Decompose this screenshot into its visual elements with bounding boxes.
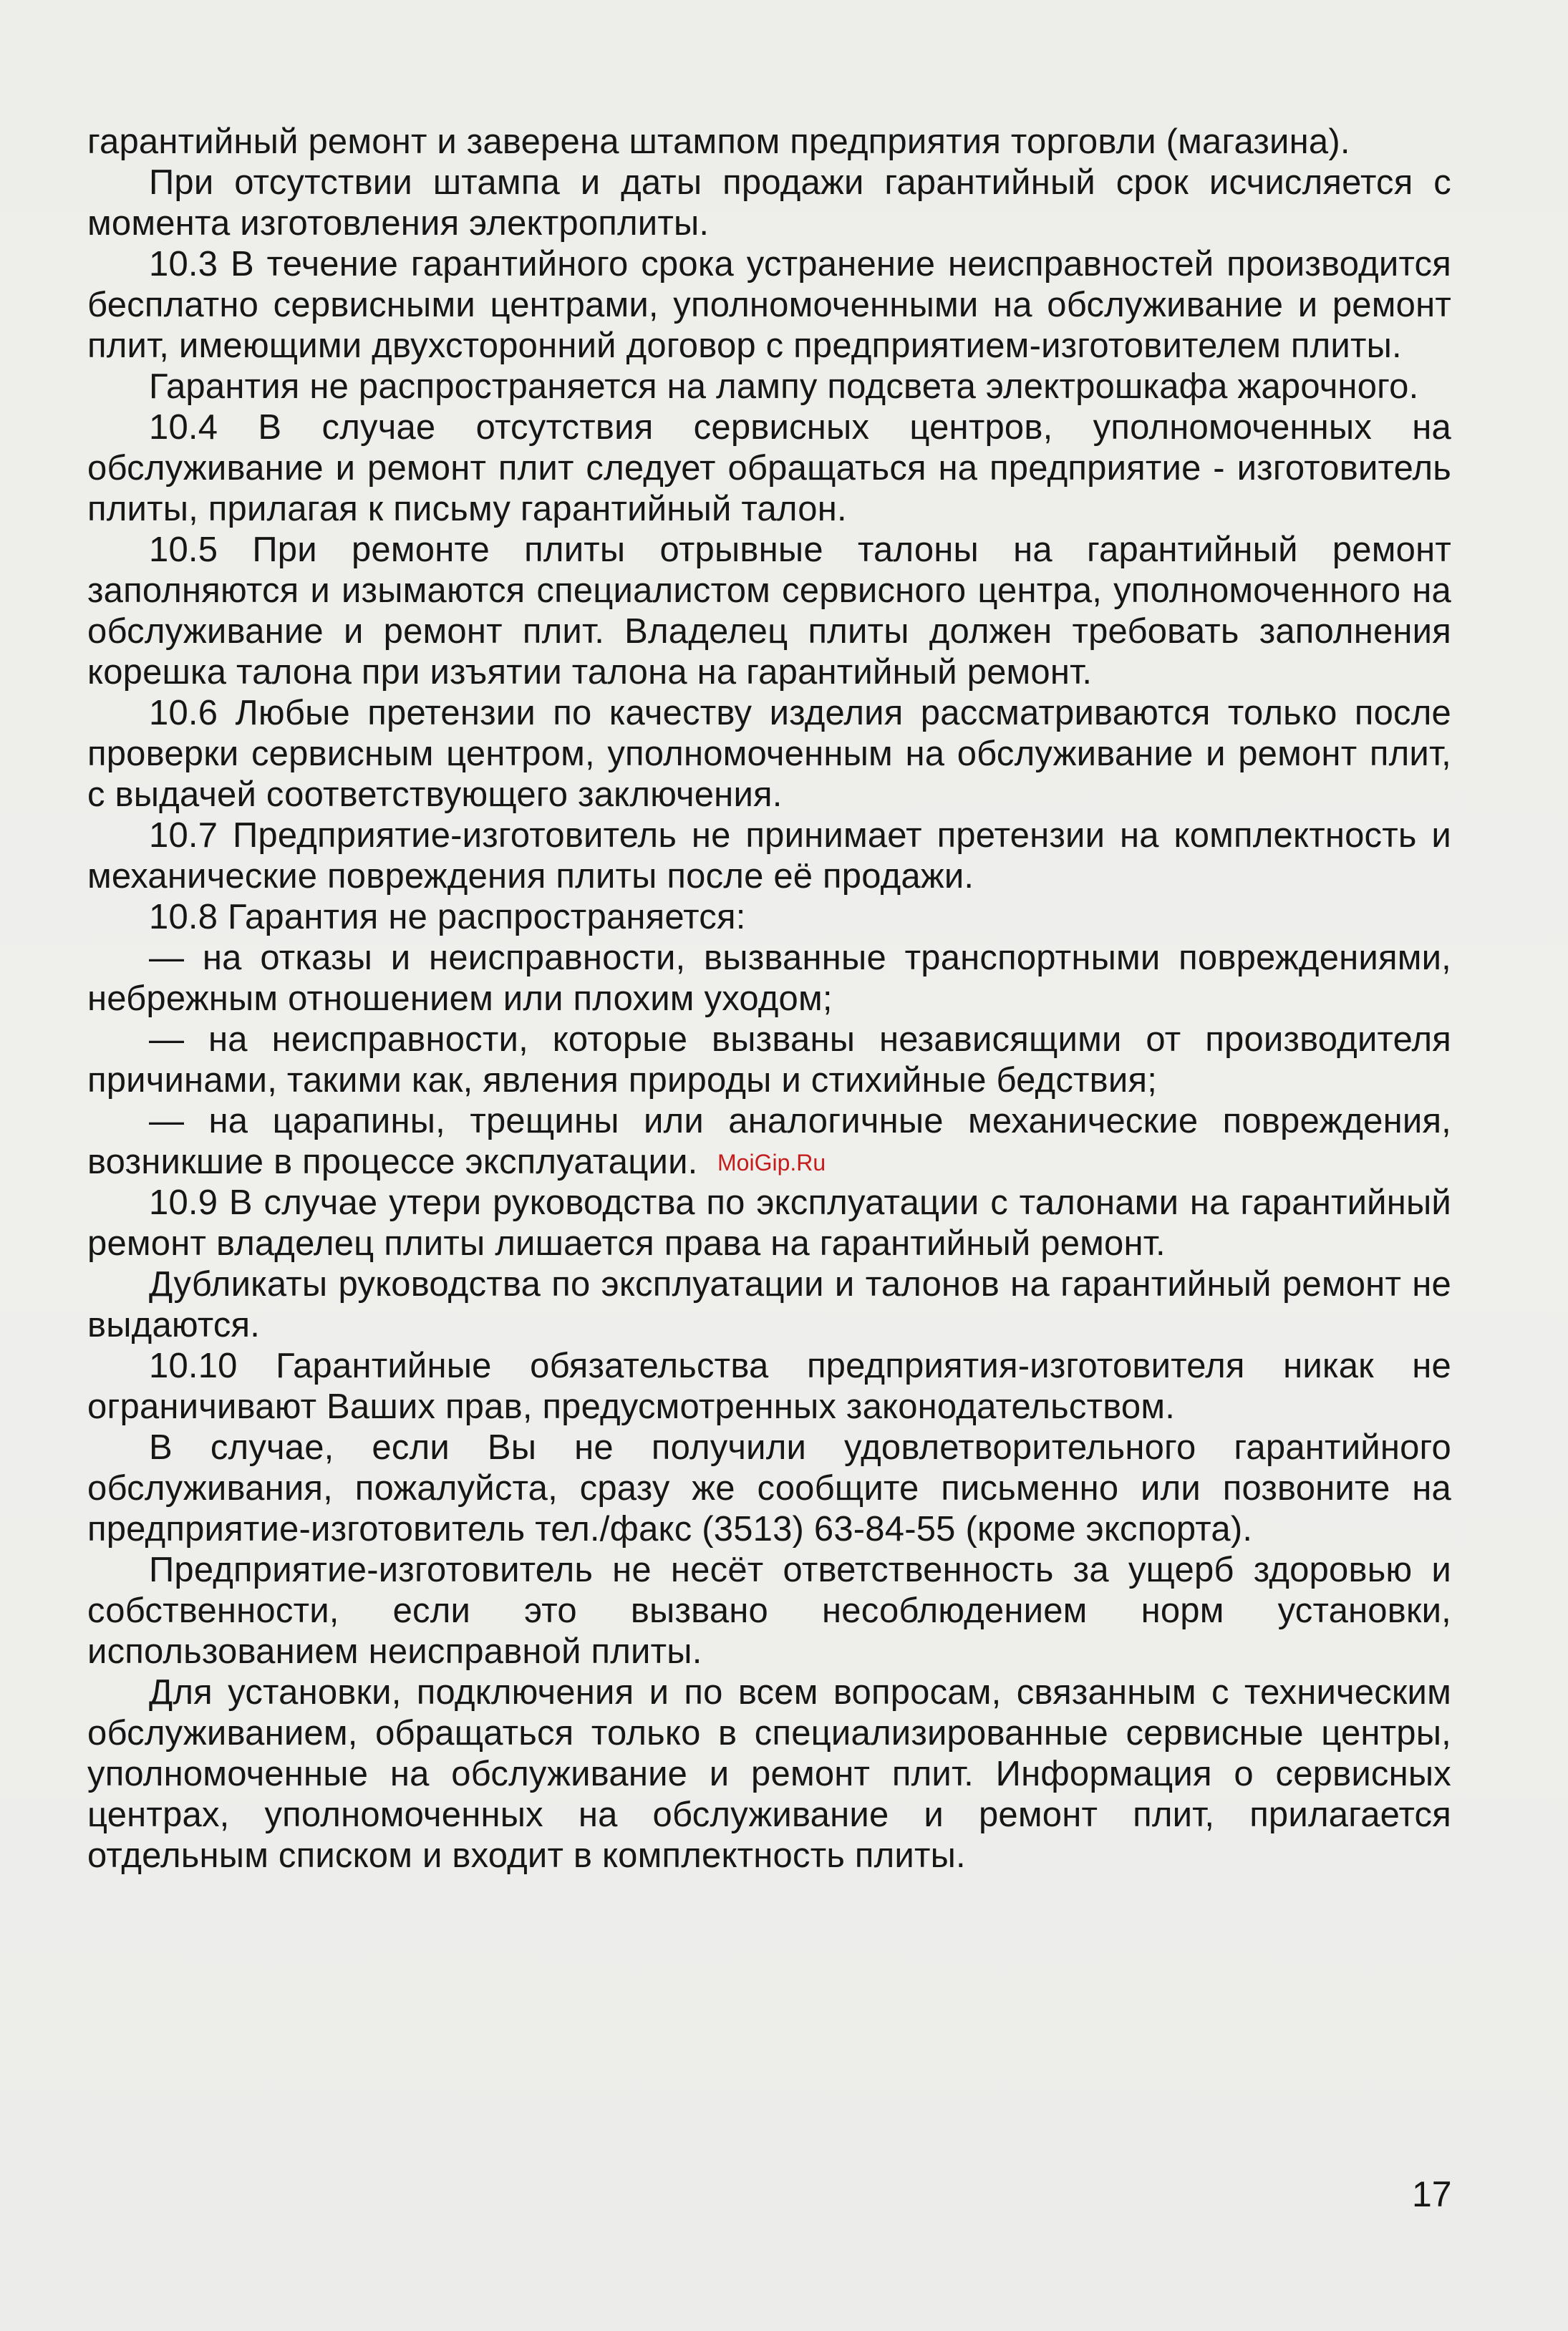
body-text [87, 122, 1451, 1876]
paragraph: 10.3 В течение гарантийного срока устранение неисправностей производится бесплатно сервисными центрами, уполномоченными на обслуживание и ремонт плит, имеющими двухсторонний договор с предприятием-изготовителем плиты. [87, 245, 1451, 365]
list-item: — на отказы и неисправности, вызванные транспортными повреждениями, небрежным отношением или плохим уходом; [87, 939, 1451, 1018]
paragraph: 10.6 Любые претензии по качеству изделия рассматриваются только после проверки сервисным центром, уполномоченным на обслуживание и ремонт плит, с выдачей соответствующего заключения. [87, 694, 1451, 814]
paragraph: В случае, если Вы не получили удовлетворительного гарантийного обслуживания, пожалуйста, сразу же сообщите письменно или позвоните на предприятие-изготовитель тел./факс (3513) 63-84-55 (кроме экспорта). [87, 1428, 1451, 1549]
paragraph: Гарантия не распространяется на лампу подсвета электрошкафа жарочного. [149, 367, 1419, 406]
paragraph: Для установки, подключения и по всем вопросам, связанным с техническим обслуживанием, обращаться только в специализированные сервисные центры, уполномоченные на обслуживание и ремонт плит. Информация о сервисных центрах, уполномоченных на обслуживание и ремонт плит, прилагается отдельным списком и входит в комплектность плиты. [87, 1673, 1451, 1875]
paragraph: 10.8 Гарантия не распространяется: [149, 898, 746, 936]
paragraph: Предприятие-изготовитель не несёт ответственность за ущерб здоровью и собственности, если это вызвано несоблюдением норм установки, использованием неисправной плиты. [87, 1551, 1451, 1671]
page-number: 17 [1412, 2174, 1452, 2214]
list-item: — на неисправности, которые вызваны независящими от производителя причинами, такими как, явления природы и стихийные бедствия; [87, 1020, 1451, 1100]
paragraph: При отсутствии штампа и даты продажи гарантийный срок исчисляется с момента изготовления электроплиты. [87, 163, 1451, 243]
paragraph: 10.5 При ремонте плиты отрывные талоны на гарантийный ремонт заполняются и изымаются специалистом сервисного центра, уполномоченного на обслуживание и ремонт плит. Владелец плиты должен требовать заполнения корешка талона при изъятии талона на гарантийный ремонт. [87, 530, 1451, 692]
paragraph: 10.7 Предприятие-изготовитель не принимает претензии на комплектность и механические повреждения плиты после её продажи. [87, 816, 1451, 896]
list-item: — на царапины, трещины или аналогичные механические повреждения, возникшие в процессе эксплуатации. [87, 1102, 1451, 1181]
paragraph: Дубликаты руководства по эксплуатации и талонов на гарантийный ремонт не выдаются. [87, 1265, 1451, 1344]
paragraph: 10.10 Гарантийные обязательства предприятия-изготовителя никак не ограничивают Ваших прав, предусмотренных законодательством. [87, 1347, 1451, 1426]
paragraph: 10.4 В случае отсутствия сервисных центров, уполномоченных на обслуживание и ремонт плит следует обращаться на предприятие - изготовитель плиты, прилагая к письму гарантийный талон. [87, 408, 1451, 528]
site-watermark: MoiGip.Ru [717, 1150, 826, 1176]
paragraph: 10.9 В случае утери руководства по эксплуатации с талонами на гарантийный ремонт владелец плиты лишается права на гарантийный ремонт. [87, 1183, 1451, 1263]
paragraph: гарантийный ремонт и заверена штампом предприятия торговли (магазина). [87, 122, 1350, 161]
